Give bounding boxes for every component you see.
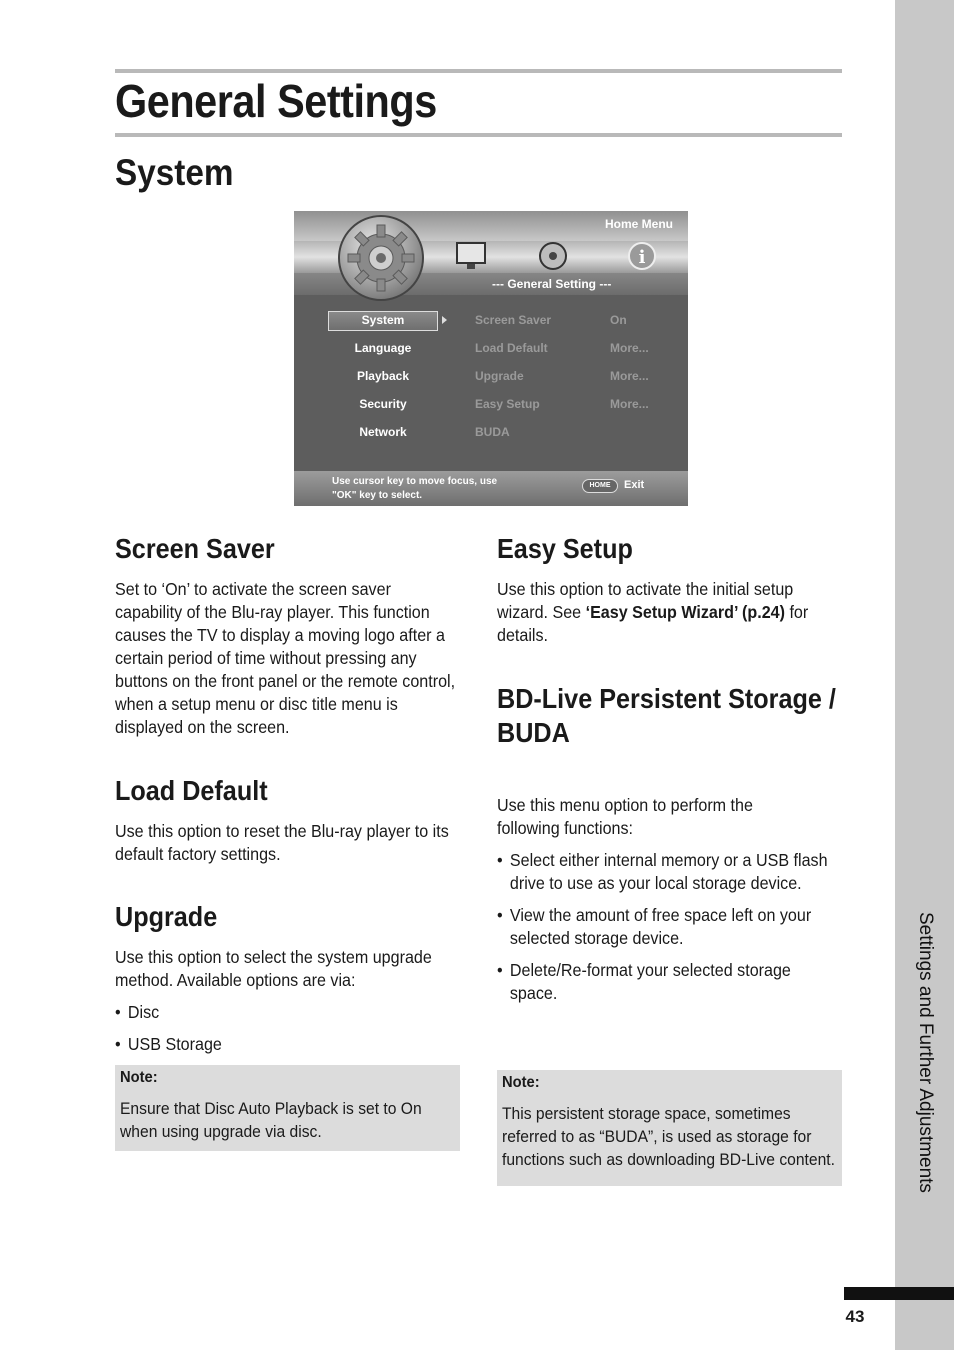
menu-option-buda[interactable]: BUDA (475, 425, 510, 439)
note-title: Note: (502, 1074, 540, 1091)
buda-functions-list (497, 849, 842, 1014)
buda-note-box (497, 1070, 842, 1186)
title-underline-rule (115, 133, 842, 137)
svg-text:i: i (638, 247, 646, 268)
menu-category-security[interactable]: Security (359, 397, 407, 411)
menu-subtitle: --- General Setting --- (492, 277, 612, 291)
submenu-arrow-icon (442, 316, 447, 324)
menu-category-system[interactable]: System (361, 313, 405, 327)
note-text: This persistent storage space, sometimes referred to as “BUDA”, is used as storage for functions such as downloading BD-Live content. (502, 1104, 835, 1169)
monitor-icon (455, 241, 485, 271)
menu-option-value: More... (610, 369, 649, 383)
menu-option-upgrade[interactable]: Upgrade (475, 369, 524, 383)
list-item: • Delete/Re-format your selected storage space. (497, 959, 842, 1005)
paragraph-upgrade: Use this option to select the system upgrade method. Available options are via: (115, 947, 432, 990)
page-title: General Settings (115, 75, 437, 127)
menu-row-language (294, 339, 688, 359)
page-number-bar (844, 1287, 954, 1300)
side-tab-label: Settings and Further Adjustments (915, 912, 936, 1193)
menu-option-load-default[interactable]: Load Default (475, 341, 548, 355)
paragraph-easy-setup: Use this option to activate the initial setup wizard. See ‘Easy Setup Wizard’ (p.24) for details. (497, 579, 809, 645)
general-setting-menu-screenshot (294, 211, 688, 506)
list-item: • Disc (115, 1001, 460, 1024)
info-icon (626, 241, 656, 271)
menu-row-playback (294, 367, 688, 387)
menu-option-screen-saver[interactable]: Screen Saver (475, 313, 552, 327)
upgrade-note-box (115, 1065, 460, 1151)
menu-category-network[interactable]: Network (359, 425, 407, 439)
heading-screen-saver: Screen Saver (115, 533, 275, 564)
menu-option-easy-setup[interactable]: Easy Setup (475, 397, 540, 411)
page-number: 43 (845, 1307, 865, 1326)
menu-option-value: More... (610, 397, 649, 411)
menu-row-system (294, 311, 688, 331)
settings-gear-icon (338, 215, 424, 301)
home-menu-label: Home Menu (604, 217, 673, 231)
note-text: Ensure that Disc Auto Playback is set to On when using upgrade via disc. (120, 1099, 422, 1141)
list-item: • View the amount of free space left on your selected storage device. (497, 904, 842, 950)
menu-row-security (294, 395, 688, 415)
list-item: • USB Storage (115, 1033, 460, 1056)
heading-easy-setup: Easy Setup (497, 533, 633, 564)
heading-buda: BD-Live Persistent Storage / BUDA (497, 683, 836, 748)
menu-category-language[interactable]: Language (354, 341, 412, 355)
disc-icon (537, 241, 567, 271)
heading-load-default: Load Default (115, 775, 268, 806)
menu-row-network (294, 423, 688, 443)
section-title: System (115, 152, 234, 193)
home-button-icon[interactable]: HOME (582, 479, 618, 493)
menu-option-value: More... (610, 341, 649, 355)
easy-setup-wizard-link[interactable]: ‘Easy Setup Wizard’ (p.24) (585, 602, 785, 622)
menu-option-value: On (610, 313, 627, 327)
menu-category-playback[interactable]: Playback (356, 369, 410, 383)
list-item: • Select either internal memory or a USB flash drive to use as your local storage device. (497, 849, 842, 895)
menu-hint-text: Use cursor key to move focus, use "OK" key to select. (332, 476, 498, 501)
exit-label: Exit (624, 479, 645, 491)
paragraph-load-default: Use this option to reset the Blu-ray player to its default factory settings. (115, 821, 449, 864)
upgrade-options-list (115, 1001, 460, 1065)
heading-upgrade: Upgrade (115, 901, 218, 932)
note-title: Note: (120, 1069, 158, 1086)
paragraph-buda: Use this menu option to perform the following functions: (497, 795, 753, 838)
top-rule (115, 69, 842, 73)
paragraph-screen-saver: Set to ‘On’ to activate the screen saver capability of the Blu-ray player. This function causes the TV to display a moving logo after a certain period of time without pressing any buttons on the front panel or the remote control, when a setup menu or disc title menu is displayed on the screen. (115, 579, 456, 737)
menu-footer (294, 471, 688, 506)
